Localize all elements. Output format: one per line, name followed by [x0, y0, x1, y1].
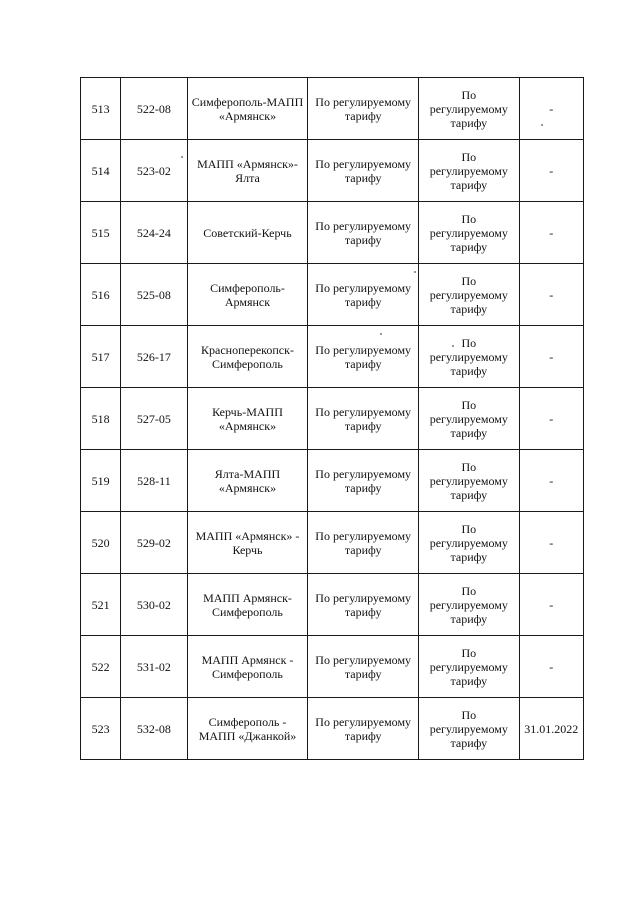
- route-name-cell: Советский-Керчь: [187, 202, 308, 264]
- tariff-cell: По регулируемому тарифу: [308, 78, 419, 140]
- tariff-cell: По регулируемому тарифу: [308, 512, 419, 574]
- date-cell: -: [519, 202, 583, 264]
- route-code-cell: 529-02: [121, 512, 187, 574]
- route-code-cell: 522-08: [121, 78, 187, 140]
- table-row: [81, 574, 584, 636]
- scan-speck: [181, 156, 183, 158]
- date-cell: -: [519, 140, 583, 202]
- route-code-cell: 527-05: [121, 388, 187, 450]
- route-name-cell: Симферополь-Армянск: [187, 264, 308, 326]
- tariff-cell-secondary: По регулируемому тарифу: [419, 264, 520, 326]
- tariff-cell-secondary: По регулируемому тарифу: [419, 78, 520, 140]
- tariff-cell-secondary: По регулируемому тарифу: [419, 636, 520, 698]
- table-row: [81, 698, 584, 760]
- tariff-cell: По регулируемому тарифу: [308, 636, 419, 698]
- table-row: [81, 326, 584, 388]
- date-cell: -: [519, 636, 583, 698]
- row-number-cell: 517: [81, 326, 121, 388]
- route-name-cell: МАПП Армянск - Симферополь: [187, 636, 308, 698]
- table-row: [81, 450, 584, 512]
- tariff-cell-secondary: По регулируемому тарифу: [419, 388, 520, 450]
- table-row: [81, 388, 584, 450]
- tariff-cell-secondary: По регулируемому тарифу: [419, 450, 520, 512]
- tariff-cell-secondary: По регулируемому тарифу: [419, 326, 520, 388]
- route-code-cell: 524-24: [121, 202, 187, 264]
- route-name-cell: МАПП «Армянск» - Керчь: [187, 512, 308, 574]
- route-name-cell: МАПП «Армянск»-Ялта: [187, 140, 308, 202]
- date-cell: -: [519, 78, 583, 140]
- route-code-cell: 532-08: [121, 698, 187, 760]
- table-row: [81, 202, 584, 264]
- routes-table: [80, 77, 584, 760]
- tariff-cell-secondary: По регулируемому тарифу: [419, 140, 520, 202]
- tariff-cell-secondary: По регулируемому тарифу: [419, 202, 520, 264]
- route-name-cell: Красноперекопск-Симферополь: [187, 326, 308, 388]
- route-code-cell: 528-11: [121, 450, 187, 512]
- scan-speck: [380, 333, 382, 335]
- scan-speck: [414, 271, 416, 273]
- route-name-cell: Симферополь - МАПП «Джанкой»: [187, 698, 308, 760]
- tariff-cell-secondary: По регулируемому тарифу: [419, 574, 520, 636]
- table-row: [81, 140, 584, 202]
- row-number-cell: 519: [81, 450, 121, 512]
- scan-speck: [541, 124, 543, 126]
- route-code-cell: 531-02: [121, 636, 187, 698]
- tariff-cell: По регулируемому тарифу: [308, 326, 419, 388]
- date-cell: -: [519, 512, 583, 574]
- row-number-cell: 513: [81, 78, 121, 140]
- table-row: [81, 512, 584, 574]
- tariff-cell: По регулируемому тарифу: [308, 450, 419, 512]
- row-number-cell: 523: [81, 698, 121, 760]
- route-name-cell: Керчь-МАПП «Армянск»: [187, 388, 308, 450]
- tariff-cell: По регулируемому тарифу: [308, 698, 419, 760]
- date-cell: -: [519, 326, 583, 388]
- table-row: [81, 264, 584, 326]
- row-number-cell: 514: [81, 140, 121, 202]
- route-name-cell: Ялта-МАПП «Армянск»: [187, 450, 308, 512]
- route-code-cell: 526-17: [121, 326, 187, 388]
- route-code-cell: 530-02: [121, 574, 187, 636]
- tariff-cell-secondary: По регулируемому тарифу: [419, 512, 520, 574]
- row-number-cell: 516: [81, 264, 121, 326]
- tariff-cell-secondary: По регулируемому тарифу: [419, 698, 520, 760]
- table-row: [81, 636, 584, 698]
- route-code-cell: 525-08: [121, 264, 187, 326]
- tariff-cell: По регулируемому тарифу: [308, 202, 419, 264]
- row-number-cell: 522: [81, 636, 121, 698]
- date-cell: -: [519, 388, 583, 450]
- row-number-cell: 520: [81, 512, 121, 574]
- route-code-cell: 523-02: [121, 140, 187, 202]
- tariff-cell: По регулируемому тарифу: [308, 264, 419, 326]
- table-row: [81, 78, 584, 140]
- scan-speck: [452, 345, 454, 347]
- tariff-cell: По регулируемому тарифу: [308, 140, 419, 202]
- date-cell: 31.01.2022: [519, 698, 583, 760]
- routes-table-body: [81, 78, 584, 760]
- route-name-cell: Симферополь-МАПП «Армянск»: [187, 78, 308, 140]
- row-number-cell: 515: [81, 202, 121, 264]
- date-cell: -: [519, 264, 583, 326]
- date-cell: -: [519, 574, 583, 636]
- row-number-cell: 521: [81, 574, 121, 636]
- row-number-cell: 518: [81, 388, 121, 450]
- date-cell: -: [519, 450, 583, 512]
- tariff-cell: По регулируемому тарифу: [308, 388, 419, 450]
- route-name-cell: МАПП Армянск-Симферополь: [187, 574, 308, 636]
- tariff-cell: По регулируемому тарифу: [308, 574, 419, 636]
